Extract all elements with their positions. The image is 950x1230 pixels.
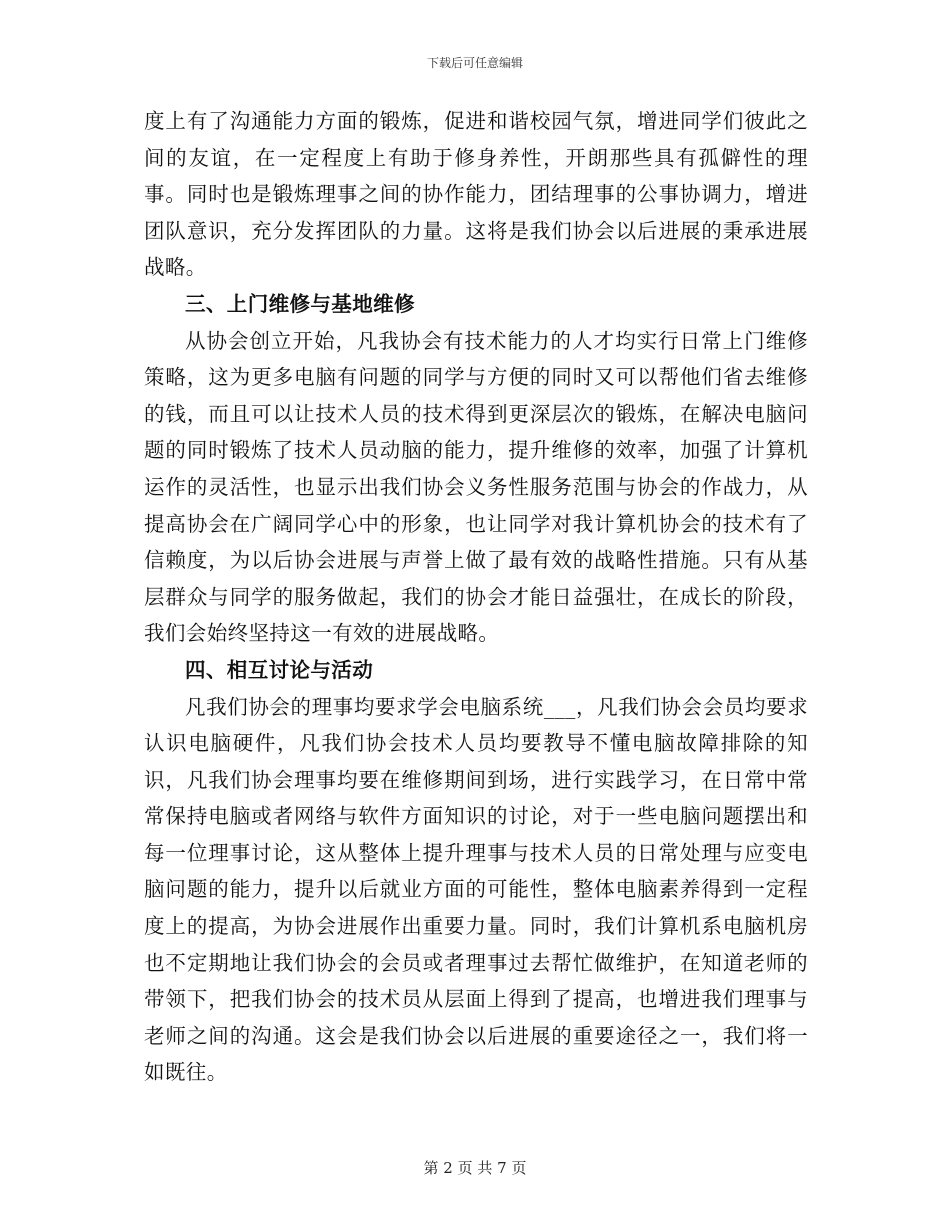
- page-footer: 第 2 页 共 7 页: [423, 1159, 527, 1177]
- paragraph-continued: 度上有了沟通能力方面的锻炼，促进和谐校园气氛，增进同学们彼此之间的友谊，在一定程度上有助于修身养性，开朗那些具有孤僻性的理事。同时也是锻炼理事之间的协作能力，团结理事的公事协调力，增进团队意识，充分发挥团队的力量。这将是我们协会以后进展的秉承进展战略。: [144, 109, 808, 280]
- page-header: 下载后可任意编辑: [426, 56, 523, 70]
- document-body: [144, 103, 808, 1091]
- paragraph-section-3: 从协会创立开始，凡我协会有技术能力的人才均实行日常上门维修策略，这为更多电脑有问题的同学与方便的同时又可以帮他们省去维修的钱，而且可以让技术人员的技术得到更深层次的锻炼，在解决电脑问题的同时锻炼了技术人员动脑的能力，提升维修的效率，加强了计算机运作的灵活性，也显示出我们协会义务性服务范围与协会的作战力，从提高协会在广阔同学心中的形象，也让同学对我计算机协会的技术有了信赖度，为以后协会进展与声誉上做了最有效的战略性措施。只有从基层群众与同学的服务做起，我们的协会才能日益强壮，在成长的阶段，我们会始终坚持这一有效的进展战略。: [144, 328, 808, 646]
- paragraph-section-4: 凡我们协会的理事均要求学会电脑系统___，凡我们协会会员均要求认识电脑硬件，凡我们协会技术人员均要教导不懂电脑故障排除的知识，凡我们协会理事均要在维修期间到场，进行实践学习，在日常中常常保持电脑或者网络与软件方面知识的讨论，对于一些电脑问题摆出和每一位理事讨论，这从整体上提升理事与技术人员的日常处理与应变电脑问题的能力，提升以后就业方面的可能性，整体电脑素养得到一定程度上的提高，为协会进展作出重要力量。同时，我们计算机系电脑机房也不定期地让我们协会的会员或者理事过去帮忙做维护，在知道老师的带领下，把我们协会的技术员从层面上得到了提高，也增进我们理事与老师之间的沟通。这会是我们协会以后进展的重要途径之一，我们将一如既往。: [144, 694, 808, 1085]
- section-heading-3: 三、上门维修与基地维修: [185, 291, 415, 316]
- section-heading-4: 四、相互讨论与活动: [185, 657, 374, 682]
